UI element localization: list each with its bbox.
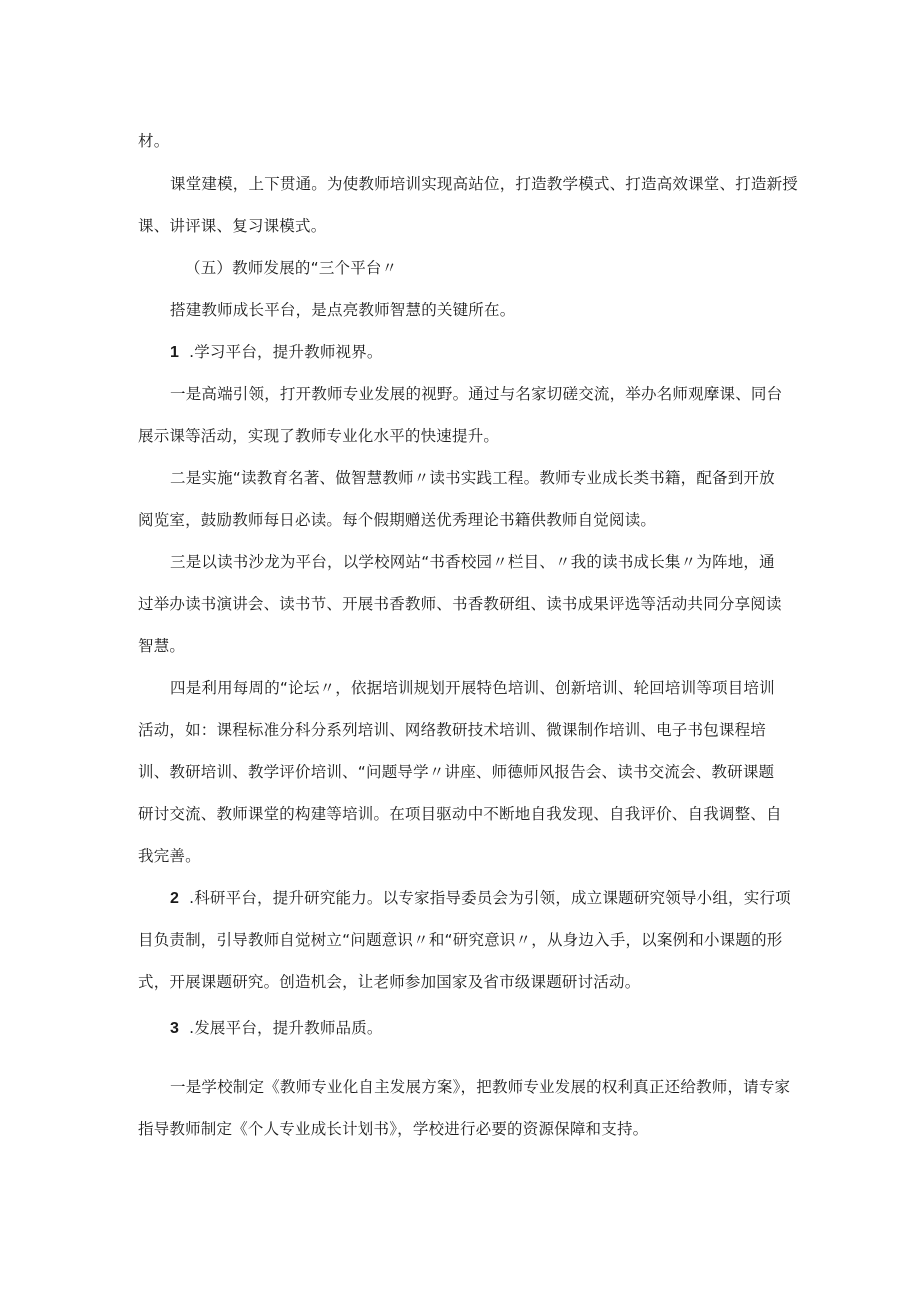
text-line: 搭建教师成长平台，是点亮教师智慧的关键所在。 <box>170 301 516 319</box>
numbered-item-heading <box>170 1018 383 1039</box>
text-line: 课、讲评课、复习课模式。 <box>138 217 327 235</box>
text-line: 目负责制，引导教师自觉树立“问题意识〃和“研究意识〃，从身边入手，以案例和小课题的形 <box>138 931 783 949</box>
text-line: 四是利用每周的“论坛〃，依据培训规划开展特色培训、创新培训、轮回培训等项目培训 <box>170 679 775 697</box>
text-line: 活动，如：课程标准分科分系列培训、网络教研技术培训、微课制作培训、电子书包课程培 <box>138 721 767 739</box>
text-line: 二是实施“读教育名著、做智慧教师〃读书实践工程。教师专业成长类书籍，配备到开放 <box>170 469 775 487</box>
numbered-item-heading <box>170 342 383 363</box>
text-line: 智慧。 <box>138 637 186 655</box>
section-heading: （五）教师发展的“三个平台〃 <box>185 259 398 277</box>
text-line: 我完善。 <box>138 847 201 865</box>
text-line: 指导教师制定《个人专业成长计划书》，学校进行必要的资源保障和支持。 <box>138 1120 649 1138</box>
text-line: 课堂建模，上下贯通。为使教师培训实现高站位，打造教学模式、打造高效课堂、打造新授 <box>170 175 799 193</box>
text-line: 过举办读书演讲会、读书节、开展书香教师、书香教研组、读书成果评选等活动共同分享阅读 <box>138 595 782 613</box>
text-line: 一是学校制定《教师专业化自主发展方案》，把教师专业发展的权利真正还给教师，请专家 <box>170 1078 791 1096</box>
text-line: 一是高端引领，打开教师专业发展的视野。通过与名家切磋交流，举办名师观摩课、同台 <box>170 385 783 403</box>
text-line: 研讨交流、教师课堂的构建等培训。在项目驱动中不断地自我发现、自我评价、自我调整、自 <box>138 805 782 823</box>
text-line: 训、教研培训、教学评价培训、“问题导学〃讲座、师德师风报告会、读书交流会、教研课题 <box>138 763 775 781</box>
item-title: .学习平台，提升教师视界。 <box>189 343 383 361</box>
text-line: 三是以读书沙龙为平台，以学校网站“书香校园〃栏目、〃我的读书成长集〃为阵地，通 <box>170 553 775 571</box>
item-number: 2 <box>170 890 180 907</box>
item-title: .发展平台，提升教师品质。 <box>189 1019 383 1037</box>
item-number: 3 <box>170 1020 180 1037</box>
text-line: 材。 <box>138 132 170 150</box>
numbered-item-heading <box>170 888 791 909</box>
text-line: 式，开展课题研究。创造机会，让老师参加国家及省市级课题研讨活动。 <box>138 973 641 991</box>
item-title: .科研平台，提升研究能力。以专家指导委员会为引领，成立课题研究领导小组，实行项 <box>189 889 791 907</box>
item-number: 1 <box>170 344 180 361</box>
text-line: 阅览室，鼓励教师每日必读。每个假期赠送优秀理论书籍供教师自觉阅读。 <box>138 511 657 529</box>
text-line: 展示课等活动，实现了教师专业化水平的快速提升。 <box>138 427 500 445</box>
